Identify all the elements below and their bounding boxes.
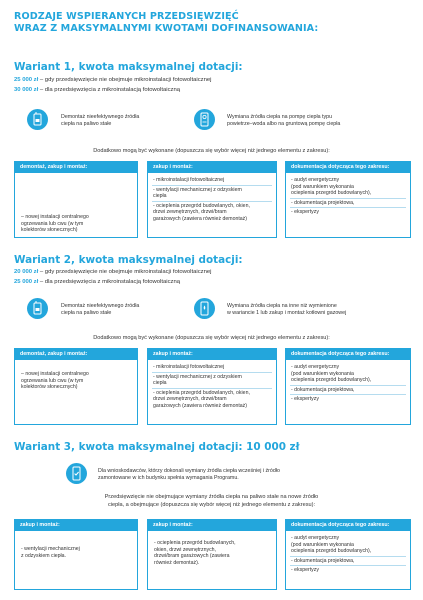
list-item: - dokumentacja projektowa, [290, 557, 406, 567]
box-header: zakup i montaż: [148, 349, 276, 360]
list-item: - ekspertyzy [291, 396, 319, 403]
variant-3-note-1: Przedsięwzięcie nie obejmujące wymiany źródła ciepła na paliwo stałe na nowe źródło [104, 494, 319, 500]
box-header: zakup i montaż: [15, 520, 137, 531]
variant-2-amount-1: 20 000 zł – gdy przedsięwzięcie nie obejmuje mikroinstalacji fotowoltaicznej [14, 269, 212, 275]
box-header: demontaż, zakup i montaż: [15, 349, 137, 360]
coal-boiler-icon [27, 298, 48, 319]
box-content: – nowej instalacji centralnego ogrzewania lub cwu (w tym kolektorów słonecznych) [21, 371, 89, 391]
variant-2-box-demontaz [14, 348, 138, 425]
variant-2-box-dokumentacja [285, 348, 411, 425]
box-list [286, 360, 410, 404]
gas-boiler-icon [194, 298, 215, 319]
variant-1-replace-text: Wymiana źródła ciepła na pompę ciepła typu powietrze–woda albo na gruntową pompę ciepła [227, 114, 341, 127]
variant-2-amount-2: 25 000 zł – dla przedsięwzięcia z mikroinstalacją fotowoltaiczną [14, 279, 181, 285]
boiler-check-icon [66, 463, 87, 484]
variant-1-amount-2: 30 000 zł – dla przedsięwzięcia z mikroinstalacją fotowoltaiczną [14, 87, 181, 93]
box-list [148, 173, 276, 224]
list-item: - audyt energetyczny (pod warunkiem wykonania ocieplenia przegród budowlanych), [290, 363, 406, 386]
variant-1-remove-text: Demontaż nieefektywnego źródła ciepła na paliwo stałe [61, 114, 140, 127]
list-item: - wentylacji mechanicznej z odzyskiem ciepła [152, 186, 272, 202]
variant-2-heading: Wariant 2, kwota maksymalnej dotacji: [14, 254, 243, 266]
list-item: - dokumentacja projektowa, [290, 386, 406, 396]
variant-3-box-wentylacja [14, 519, 138, 590]
variant-1-box-dokumentacja [285, 161, 411, 238]
list-item: - ocieplenia przegród budowlanych, okien, drzwi zewnętrznych, drzwi/bram garażowych (zawiera również demontaż) [153, 389, 250, 409]
variant-1-amount-1: 25 000 zł – gdy przedsięwzięcie nie obejmuje mikroinstalacji fotowoltaicznej [14, 77, 212, 83]
variant-1-box-zakup [147, 161, 277, 238]
variant-3-intro-text: Dla wnioskodawców, którzy dokonali wymiany źródła ciepła wcześniej i źródło zamontowane w ich budynku spełnia wymagania Programu. [98, 468, 280, 481]
title-line-1: RODZAJE WSPIERANYCH PRZEDSIĘWZIĘĆ [14, 11, 239, 22]
list-item: - ekspertyzy [291, 567, 319, 574]
box-content: - ocieplenia przegród budowlanych, okien, drzwi zewnętrznych, drzwi/bram garażowych (zawiera również demontaż). [154, 540, 236, 566]
box-header: dokumentacja dotycząca tego zakresu: [286, 162, 410, 173]
variant-3-heading: Wariant 3, kwota maksymalnej dotacji: 10 000 zł [14, 441, 300, 453]
heat-pump-icon [194, 109, 215, 130]
box-list [148, 360, 276, 411]
box-content: - wentylacji mechanicznej z odzyskiem ciepła. [21, 546, 80, 559]
list-item: - dokumentacja projektowa, [290, 199, 406, 209]
list-item: - audyt energetyczny (pod warunkiem wykonania ocieplenia przegród budowlanych), [290, 176, 406, 199]
list-item: - ocieplenia przegród budowlanych, okien, drzwi zewnętrznych, drzwi/bram garażowych (zawiera również demontaż) [153, 202, 250, 222]
box-list [286, 173, 410, 217]
variant-3-box-ocieplenie [147, 519, 277, 590]
variant-1-box-demontaz [14, 161, 138, 238]
variant-2-box-zakup [147, 348, 277, 425]
box-content: – nowej instalacji centralnego ogrzewania lub cwu (w tym kolektorów słonecznych) [21, 214, 89, 234]
box-header: zakup i montaż: [148, 520, 276, 531]
box-header: demontaż, zakup i montaż: [15, 162, 137, 173]
title-line-2: WRAZ Z MAKSYMALNYMI KWOTAMI DOFINANSOWANIA: [14, 23, 319, 34]
variant-2-note: Dodatkowo mogą być wykonane (dopuszcza się wybór więcej niż jednego elementu z zakresu): [93, 335, 330, 341]
list-item: - wentylacji mechanicznej z odzyskiem ciepła [152, 373, 272, 389]
box-header: dokumentacja dotycząca tego zakresu: [286, 349, 410, 360]
list-item: - ekspertyzy [291, 209, 319, 216]
variant-3-note-2: ciepła, a obejmujące (dopuszcza się wybór więcej niż jednego elementu z zakresu): [107, 502, 316, 508]
list-item: - mikroinstalacji fotowoltaicznej [152, 363, 272, 373]
variant-2-remove-text: Demontaż nieefektywnego źródła ciepła na paliwo stałe [61, 303, 140, 316]
variant-1-note: Dodatkowo mogą być wykonane (dopuszcza się wybór więcej niż jednego elementu z zakresu): [93, 148, 330, 154]
variant-3-box-dokumentacja [285, 519, 411, 590]
list-item: - audyt energetyczny (pod warunkiem wykonania ocieplenia przegród budowlanych), [290, 534, 406, 557]
list-item: - mikroinstalacji fotowoltaicznej [152, 176, 272, 186]
box-header: zakup i montaż: [148, 162, 276, 173]
page-title [14, 11, 318, 35]
variant-1-heading: Wariant 1, kwota maksymalnej dotacji: [14, 61, 243, 73]
box-header: dokumentacja dotycząca tego zakresu: [286, 520, 410, 531]
coal-boiler-icon [27, 109, 48, 130]
variant-2-replace-text: Wymiana źródła ciepła na inne niż wymienione w wariancie 1 lub zakup i montaż kotłowni gazowej [227, 303, 347, 316]
box-list [286, 531, 410, 575]
